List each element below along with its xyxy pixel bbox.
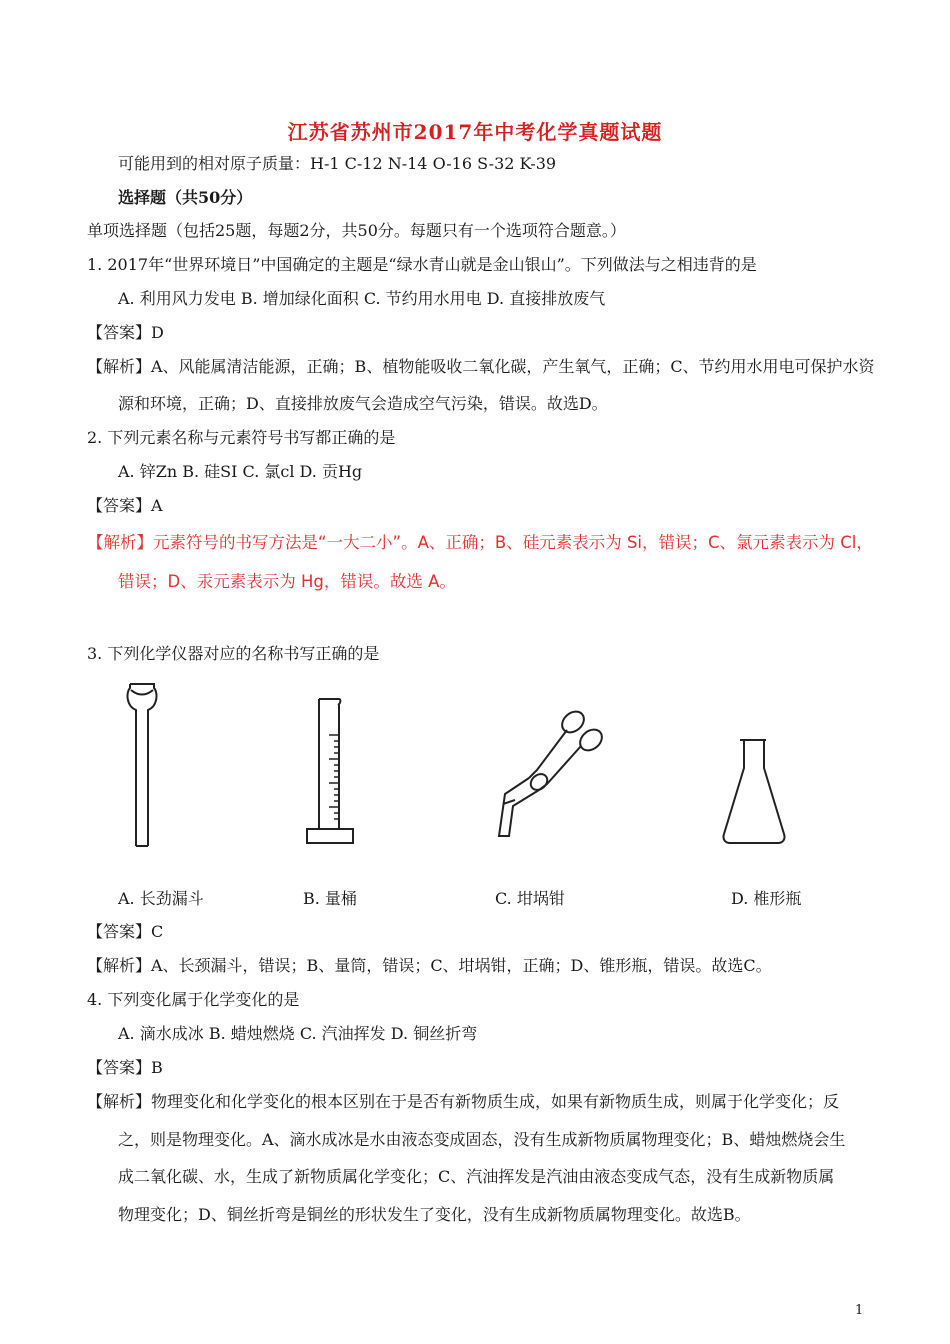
q4-analysis-line-1: 【解析】物理变化和化学变化的根本区别在于是否有新物质生成，如果有新物质生成，则属于化学变化；反 xyxy=(87,1092,840,1111)
q2-answer: 【答案】A xyxy=(87,496,163,515)
long-neck-funnel-figure xyxy=(118,680,166,850)
q1-analysis-line-1: 【解析】A、风能属清洁能源，正确；B、植物能吸收二氧化碳，产生氧气，正确；C、节约用水用电可保护水资 xyxy=(87,357,875,376)
conical-flask-figure xyxy=(720,738,788,846)
q3-analysis: 【解析】A、长颈漏斗，错误；B、量筒，错误；C、坩埚钳，正确；D、锥形瓶，错误。故选C。 xyxy=(87,956,772,975)
q4-analysis-line-4: 物理变化；D、铜丝折弯是铜丝的形状发生了变化，没有生成新物质属物理变化。故选B。 xyxy=(118,1205,751,1224)
page-number: 1 xyxy=(855,1303,864,1318)
section-heading: 选择题（共50分） xyxy=(118,188,253,207)
q4-options: A. 滴水成冰 B. 蜡烛燃烧 C. 汽油挥发 D. 铜丝折弯 xyxy=(118,1024,478,1043)
q4-analysis-line-2: 之，则是物理变化。A、滴水成冰是水由液态变成固态，没有生成新物质属物理变化；B、蜡烛燃烧会生 xyxy=(118,1130,846,1149)
q3-option-b: B. 量桶 xyxy=(303,889,357,908)
q2-analysis-line-1: 【解析】元素符号的书写方法是“一大二小”。A、正确；B、硅元素表示为 Si，错误；C、氯元素表示为 Cl， xyxy=(87,533,873,552)
q1-answer: 【答案】D xyxy=(87,323,164,342)
q3-stem: 3. 下列化学仪器对应的名称书写正确的是 xyxy=(87,644,380,663)
q2-analysis-line-2: 错误；D、汞元素表示为 Hg，错误。故选 A。 xyxy=(118,572,456,591)
q4-answer: 【答案】B xyxy=(87,1058,163,1077)
q1-stem: 1. 2017年“世界环境日”中国确定的主题是“绿水青山就是金山银山”。下列做法与之相违背的是 xyxy=(87,255,757,274)
atomic-mass-note: 可能用到的相对原子质量：H-1 C-12 N-14 O-16 S-32 K-39 xyxy=(118,154,557,173)
q1-analysis-line-2: 源和环境，正确；D、直接排放废气会造成空气污染，错误。故选D。 xyxy=(118,394,608,413)
q4-stem: 4. 下列变化属于化学变化的是 xyxy=(87,990,300,1009)
q2-stem: 2. 下列元素名称与元素符号书写都正确的是 xyxy=(87,428,396,447)
measuring-cylinder-figure xyxy=(305,695,357,847)
q1-options: A. 利用风力发电 B. 增加绿化面积 C. 节约用水用电 D. 直接排放废气 xyxy=(118,289,606,308)
q4-analysis-line-3: 成二氧化碳、水，生成了新物质属化学变化；C、汽油挥发是汽油由液态变成气态，没有生成新物质属 xyxy=(118,1167,835,1186)
page-title: 江苏省苏州市2017年中考化学真题试题 xyxy=(287,120,663,144)
q3-answer: 【答案】C xyxy=(87,922,164,941)
q3-option-c: C. 坩埚钳 xyxy=(495,889,565,908)
crucible-tongs-figure xyxy=(493,708,605,840)
instruction-text: 单项选择题（包括25题，每题2分，共50分。每题只有一个选项符合题意。） xyxy=(87,221,626,240)
q2-options: A. 锌Zn B. 硅SI C. 氯cl D. 贡Hg xyxy=(118,462,363,481)
q3-option-a: A. 长劲漏斗 xyxy=(118,889,204,908)
q3-option-d: D. 椎形瓶 xyxy=(731,889,802,908)
